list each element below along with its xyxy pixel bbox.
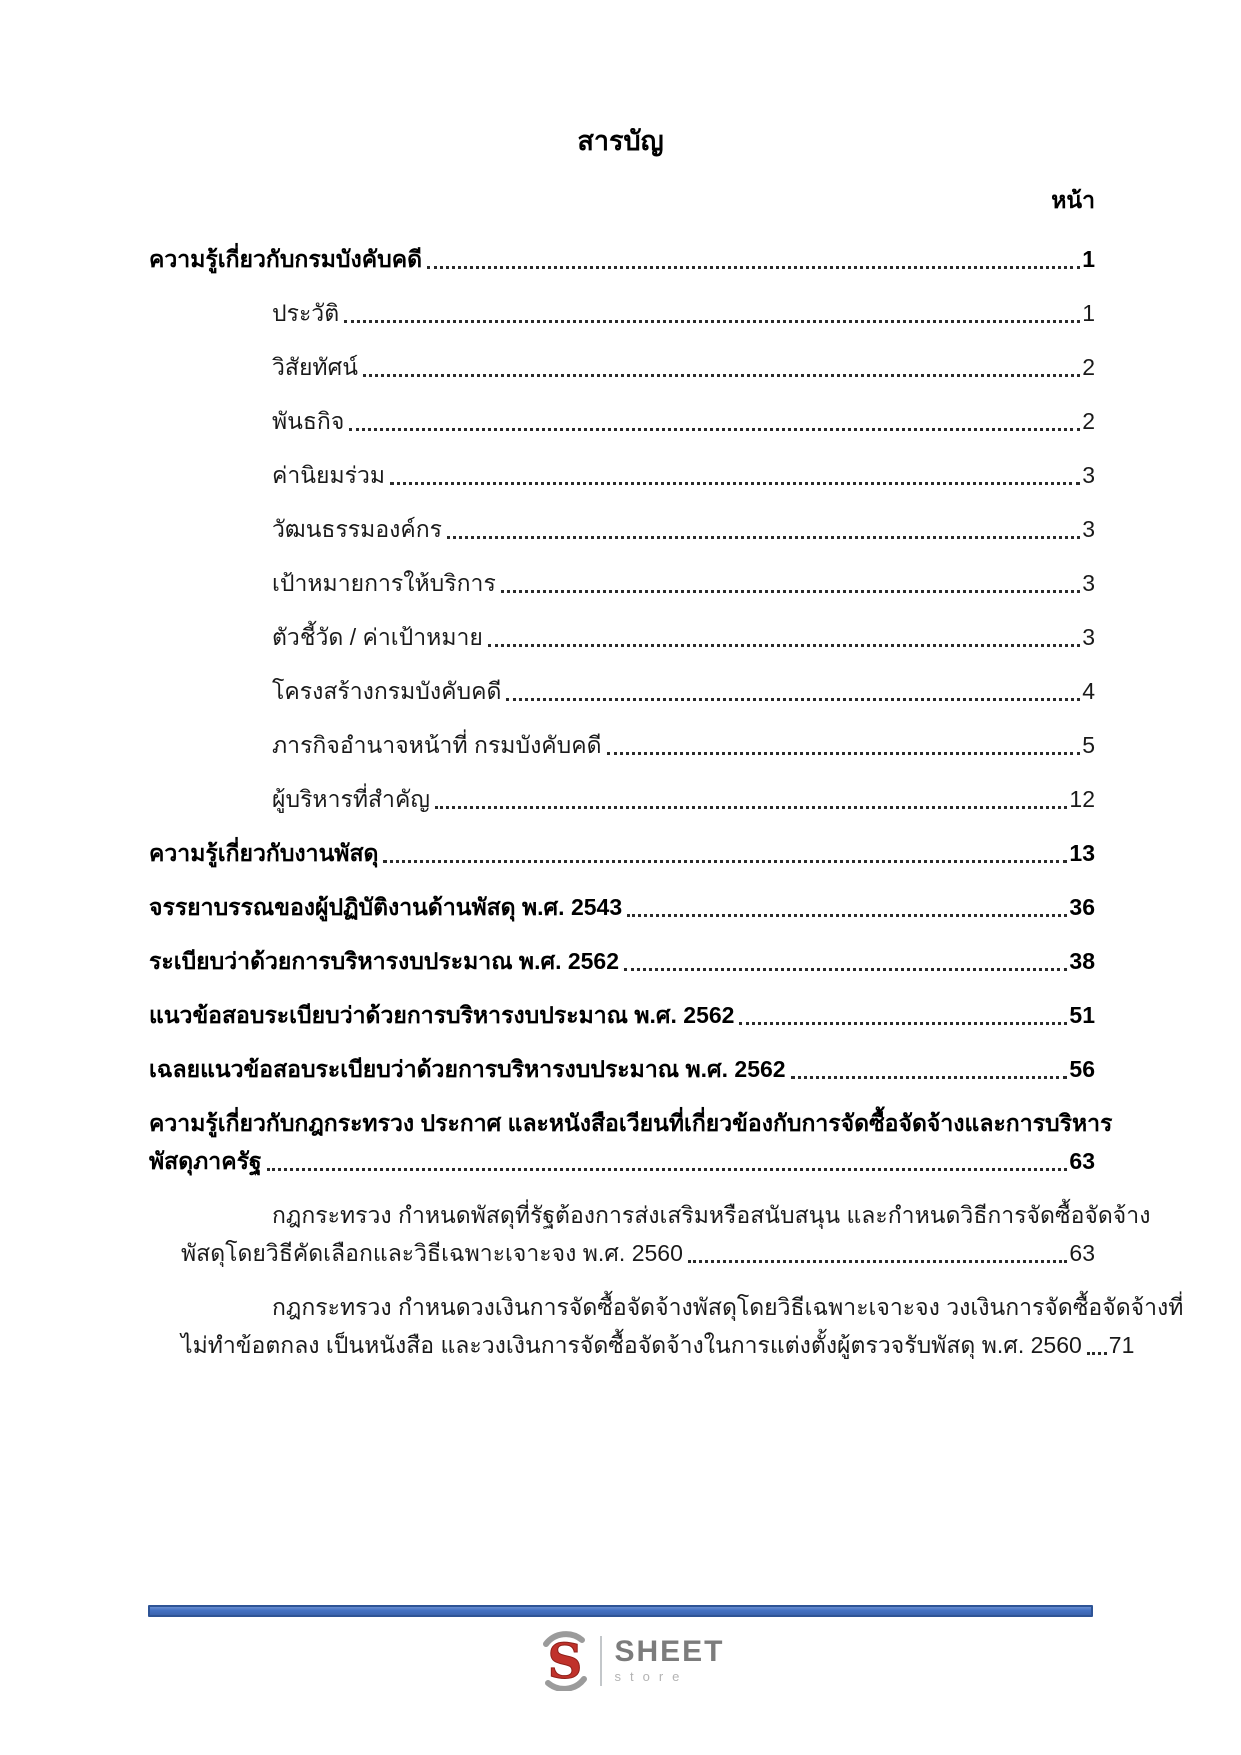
toc-entry bbox=[149, 1104, 1113, 1180]
toc-entry bbox=[149, 402, 1095, 440]
sheet-store-logo bbox=[10, 1631, 1241, 1691]
dot-leader bbox=[624, 968, 1067, 971]
toc-entry-label: เป้าหมายการให้บริการ bbox=[272, 570, 496, 596]
toc-entry-label: โครงสร้างกรมบังคับคดี bbox=[272, 678, 502, 704]
toc-entry-page: 13 bbox=[1069, 840, 1095, 866]
toc-list bbox=[149, 240, 1184, 1364]
logo-divider bbox=[600, 1636, 602, 1686]
toc-entry-page: 2 bbox=[1082, 354, 1095, 380]
toc-entry-page: 63 bbox=[1069, 1148, 1095, 1174]
toc-entry-page: 51 bbox=[1069, 1002, 1095, 1028]
toc-entry-page: 4 bbox=[1082, 678, 1095, 704]
dot-leader bbox=[427, 266, 1080, 269]
toc-entry-page: 2 bbox=[1082, 408, 1095, 434]
toc-entry bbox=[149, 996, 1095, 1034]
dot-leader bbox=[435, 806, 1067, 809]
toc-entry-label: กฎกระทรวง กำหนดวงเงินการจัดซื้อจัดจ้างพัสดุโดยวิธีเฉพาะเจาะจง วงเงินการจัดซื้อจัดจ้างที่ bbox=[272, 1294, 1184, 1320]
toc-entry-label: ประวัติ bbox=[272, 300, 340, 326]
dot-leader bbox=[363, 374, 1080, 377]
toc-entry bbox=[149, 834, 1095, 872]
toc-entry-label: ความรู้เกี่ยวกับงานพัสดุ bbox=[149, 840, 379, 866]
dot-leader bbox=[739, 1022, 1067, 1025]
footer bbox=[0, 1605, 1241, 1691]
toc-entry bbox=[149, 240, 1095, 278]
toc-entry bbox=[149, 672, 1095, 710]
page-title: สารบัญ bbox=[577, 126, 664, 156]
toc-entry-label: ตัวชี้วัด / ค่าเป้าหมาย bbox=[272, 624, 483, 650]
dot-leader bbox=[627, 914, 1067, 917]
dot-leader bbox=[267, 1168, 1068, 1171]
svg-text:S: S bbox=[548, 1634, 583, 1690]
toc-entry-label: จรรยาบรรณของผู้ปฏิบัติงานด้านพัสดุ พ.ศ. 2543 bbox=[149, 894, 623, 920]
toc-entry-page: 1 bbox=[1082, 246, 1095, 272]
sheet-store-logo-icon bbox=[536, 1631, 594, 1691]
toc-entry-label: ความรู้เกี่ยวกับกฎกระทรวง ประกาศ และหนังสือเวียนที่เกี่ยวข้องกับการจัดซื้อจัดจ้างและการบริหาร bbox=[149, 1110, 1113, 1136]
toc-entry-page: 3 bbox=[1082, 462, 1095, 488]
toc-entry-label: ภารกิจอำนาจหน้าที่ กรมบังคับคดี bbox=[272, 732, 602, 758]
toc-entry-label: พัสดุโดยวิธีคัดเลือกและวิธีเฉพาะเจาะจง พ.ศ. 2560 bbox=[181, 1240, 683, 1266]
toc-entry-page: 63 bbox=[1069, 1240, 1095, 1266]
toc-entry bbox=[149, 1288, 1184, 1364]
toc-entry-page: 1 bbox=[1082, 300, 1095, 326]
toc-entry-label: ความรู้เกี่ยวกับกรมบังคับคดี bbox=[149, 246, 423, 272]
toc-entry bbox=[149, 510, 1095, 548]
dot-leader bbox=[501, 590, 1080, 593]
toc-entry-label: กฎกระทรวง กำหนดพัสดุที่รัฐต้องการส่งเสริมหรือสนับสนุน และกำหนดวิธีการจัดซื้อจัดจ้าง bbox=[272, 1202, 1151, 1228]
dot-leader bbox=[506, 698, 1080, 701]
toc-entry-page: 36 bbox=[1069, 894, 1095, 920]
toc-entry-label: ผู้บริหารที่สำคัญ bbox=[272, 786, 430, 812]
toc-entry-page: 38 bbox=[1069, 948, 1095, 974]
toc-entry-page: 3 bbox=[1082, 624, 1095, 650]
toc-entry bbox=[149, 888, 1095, 926]
toc-entry-label: ไม่ทำข้อตกลง เป็นหนังสือ และวงเงินการจัดซื้อจัดจ้างในการแต่งตั้งผู้ตรวจรับพัสดุ พ.ศ. 2560 bbox=[181, 1332, 1082, 1358]
dot-leader bbox=[488, 644, 1080, 647]
toc-entry-page: 3 bbox=[1082, 516, 1095, 542]
toc-entry-page: 3 bbox=[1082, 570, 1095, 596]
toc-entry-page: 56 bbox=[1069, 1056, 1095, 1082]
dot-leader bbox=[1087, 1352, 1107, 1355]
toc-entry bbox=[149, 780, 1095, 818]
toc-entry-label: แนวข้อสอบระเบียบว่าด้วยการบริหารงบประมาณ พ.ศ. 2562 bbox=[149, 1002, 735, 1028]
toc-entry bbox=[149, 618, 1095, 656]
page-column-label: หน้า bbox=[1051, 187, 1095, 213]
toc-entry-label: พัสดุภาครัฐ bbox=[149, 1148, 262, 1174]
toc-entry bbox=[149, 942, 1095, 980]
logo-title: SHEET bbox=[614, 1635, 725, 1668]
dot-leader bbox=[607, 752, 1081, 755]
toc-entry bbox=[149, 1196, 1151, 1272]
toc-entry-label: พันธกิจ bbox=[272, 408, 345, 434]
toc-entry-label: วิสัยทัศน์ bbox=[272, 354, 358, 380]
toc-entry bbox=[149, 564, 1095, 602]
toc-entry bbox=[149, 294, 1095, 332]
toc-entry bbox=[149, 1050, 1095, 1088]
toc-entry-label: เฉลยแนวข้อสอบระเบียบว่าด้วยการบริหารงบประมาณ พ.ศ. 2562 bbox=[149, 1056, 786, 1082]
dot-leader bbox=[390, 482, 1080, 485]
dot-leader bbox=[383, 860, 1067, 863]
dot-leader bbox=[344, 320, 1080, 323]
dot-leader bbox=[349, 428, 1080, 431]
toc-content bbox=[149, 184, 1184, 1364]
toc-entry-label: วัฒนธรรมองค์กร bbox=[272, 516, 443, 542]
toc-entry-page: 12 bbox=[1069, 786, 1095, 812]
logo-subtitle: store bbox=[614, 1669, 689, 1684]
toc-entry-page: 5 bbox=[1082, 732, 1095, 758]
toc-entry bbox=[149, 456, 1095, 494]
dot-leader bbox=[688, 1260, 1068, 1263]
toc-entry bbox=[149, 348, 1095, 386]
footer-divider-bar bbox=[148, 1605, 1093, 1617]
toc-entry-label: ค่านิยมร่วม bbox=[272, 462, 386, 488]
toc-entry-page: 71 bbox=[1108, 1332, 1135, 1358]
dot-leader bbox=[447, 536, 1080, 539]
dot-leader bbox=[791, 1076, 1068, 1079]
toc-entry bbox=[149, 726, 1095, 764]
toc-entry-label: ระเบียบว่าด้วยการบริหารงบประมาณ พ.ศ. 2562 bbox=[149, 948, 620, 974]
